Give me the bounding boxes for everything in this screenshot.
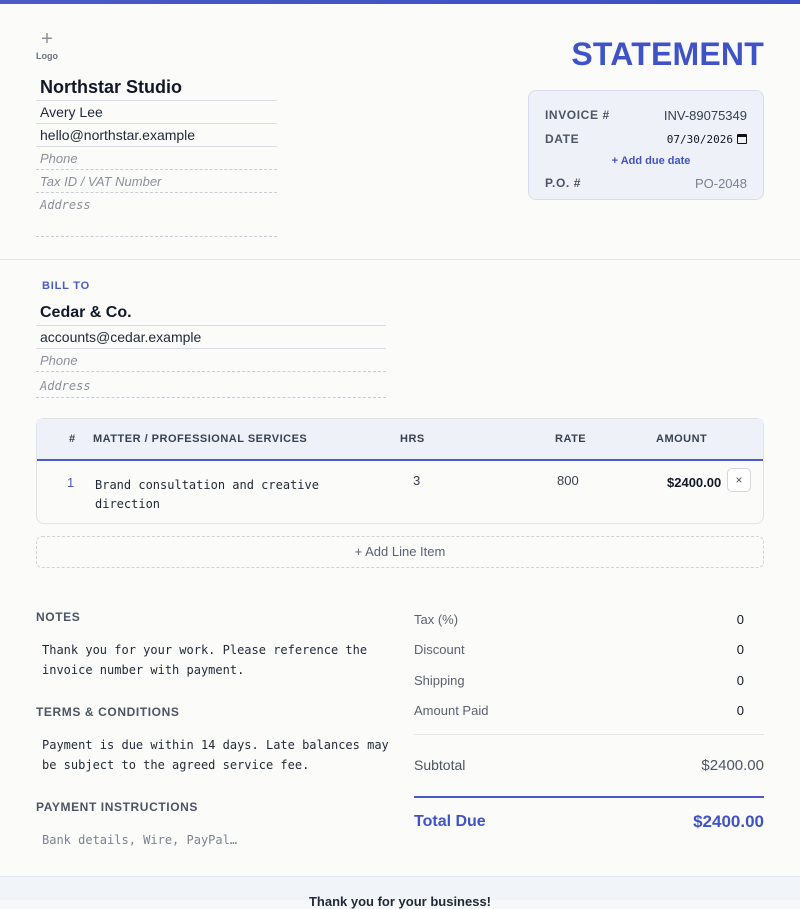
payment-instructions-field[interactable]: Bank details, Wire, PayPal… bbox=[42, 833, 238, 847]
total-due-row bbox=[414, 812, 764, 832]
from-tax-id-field[interactable]: Tax ID / VAT Number bbox=[36, 170, 277, 193]
header-divider bbox=[0, 259, 800, 260]
notes-field[interactable]: Thank you for your work. Please reference the invoice number with payment. bbox=[42, 643, 368, 677]
shipping-field[interactable]: 0 bbox=[736, 672, 744, 688]
shipping-label: Shipping bbox=[414, 672, 465, 688]
row-amount: $2400.00 bbox=[667, 475, 722, 490]
footer-message[interactable]: Thank you for your business! bbox=[308, 894, 492, 909]
line-items-table bbox=[36, 418, 764, 524]
header-num: # bbox=[69, 433, 76, 445]
invoice-number-label: INVOICE # bbox=[545, 108, 610, 122]
amount-paid-field[interactable]: 0 bbox=[736, 702, 744, 718]
from-section bbox=[36, 72, 277, 237]
tax-label: Tax (%) bbox=[414, 611, 459, 627]
bill-to-section bbox=[36, 300, 386, 398]
discount-row bbox=[414, 639, 764, 659]
add-due-date-link[interactable]: + Add due date bbox=[611, 155, 691, 167]
table-header bbox=[37, 419, 763, 461]
from-company-field[interactable]: Northstar Studio bbox=[36, 72, 277, 101]
add-line-item-button[interactable]: + Add Line Item bbox=[36, 536, 764, 568]
bill-to-label: BILL TO bbox=[42, 280, 90, 292]
header-hrs: HRS bbox=[400, 433, 425, 445]
logo-upload[interactable] bbox=[34, 30, 60, 61]
from-email-field[interactable]: hello@northstar.example bbox=[36, 124, 277, 147]
po-label: P.O. # bbox=[545, 176, 582, 190]
invoice-number-field[interactable]: INV-89075349 bbox=[663, 107, 747, 123]
discount-field[interactable]: 0 bbox=[736, 641, 744, 657]
header-amount: AMOUNT bbox=[656, 433, 708, 445]
row-number: 1 bbox=[67, 475, 75, 490]
row-rate-field[interactable]: 800 bbox=[557, 473, 579, 488]
logo-label: Logo bbox=[36, 51, 58, 61]
total-due-value: $2400.00 bbox=[693, 812, 764, 831]
client-address-field[interactable]: Address bbox=[36, 372, 386, 398]
date-field[interactable] bbox=[667, 133, 747, 146]
total-divider bbox=[414, 796, 764, 798]
from-address-field[interactable]: Address bbox=[36, 193, 277, 237]
date-value: 07/30/2026 bbox=[666, 132, 733, 146]
client-phone-field[interactable]: Phone bbox=[36, 349, 386, 372]
delete-row-button[interactable]: × bbox=[727, 468, 751, 492]
subtotal-label: Subtotal bbox=[414, 757, 466, 773]
shipping-row bbox=[414, 670, 764, 690]
discount-label: Discount bbox=[414, 641, 465, 657]
plus-icon: + bbox=[41, 28, 53, 50]
header-rate: RATE bbox=[555, 433, 587, 445]
invoice-meta-box bbox=[528, 90, 764, 200]
terms-field[interactable]: Payment is due within 14 days. Late balances may be subject to the agreed service fee. bbox=[42, 738, 389, 772]
payment-instructions-label: PAYMENT INSTRUCTIONS bbox=[36, 800, 199, 814]
client-email-field[interactable]: accounts@cedar.example bbox=[36, 326, 386, 349]
tax-row bbox=[414, 609, 764, 629]
subtotal-divider bbox=[414, 734, 764, 735]
terms-label: TERMS & CONDITIONS bbox=[36, 705, 180, 719]
tax-field[interactable]: 0 bbox=[736, 611, 744, 627]
amount-paid-row bbox=[414, 700, 764, 720]
date-label: DATE bbox=[545, 132, 580, 146]
row-description-field[interactable]: Brand consultation and creative direction bbox=[95, 478, 319, 511]
from-phone-field[interactable]: Phone bbox=[36, 147, 277, 170]
from-name-field[interactable]: Avery Lee bbox=[36, 101, 277, 124]
table-row bbox=[37, 461, 763, 523]
client-company-field[interactable]: Cedar & Co. bbox=[36, 300, 386, 326]
notes-label: NOTES bbox=[36, 610, 81, 624]
row-hrs-field[interactable]: 3 bbox=[413, 473, 421, 488]
subtotal-row bbox=[414, 755, 764, 775]
total-due-label: Total Due bbox=[414, 813, 486, 830]
amount-paid-label: Amount Paid bbox=[414, 702, 489, 718]
header-description: MATTER / PROFESSIONAL SERVICES bbox=[93, 433, 308, 445]
subtotal-value: $2400.00 bbox=[701, 756, 764, 774]
po-field[interactable]: PO-2048 bbox=[694, 175, 747, 191]
calendar-icon[interactable] bbox=[737, 134, 747, 144]
document-title[interactable]: STATEMENT bbox=[571, 36, 764, 72]
